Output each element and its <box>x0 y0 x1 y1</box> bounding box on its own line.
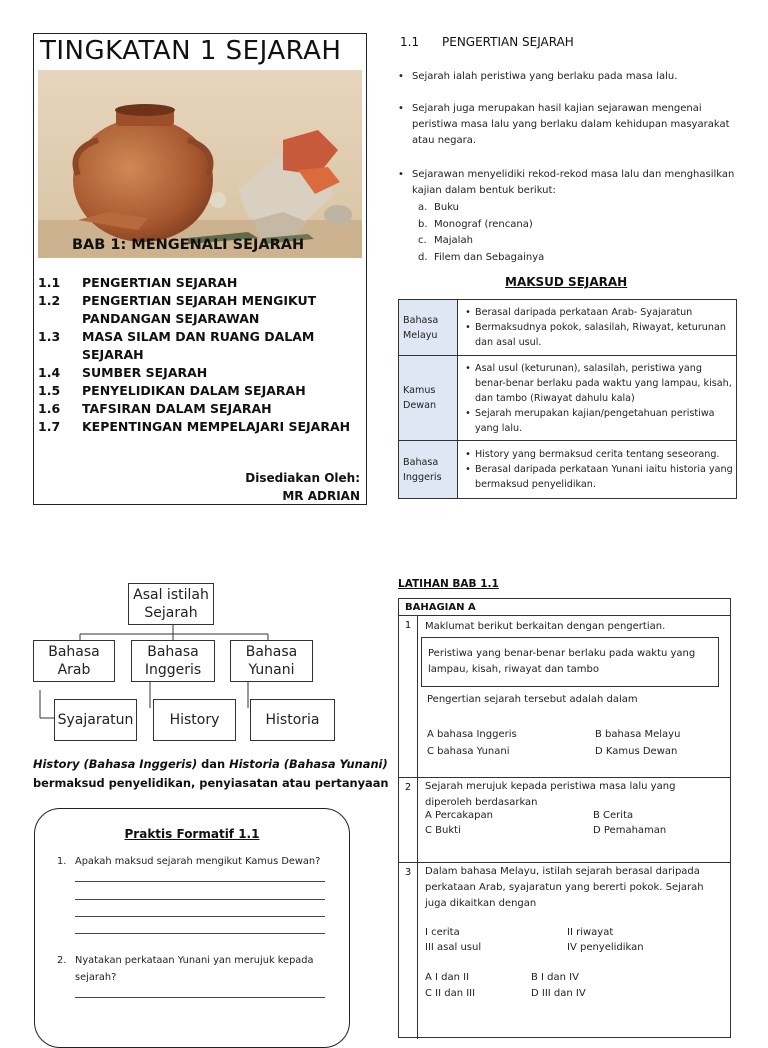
question-number: 3 <box>399 863 418 1039</box>
cover-box <box>33 33 367 505</box>
section-bullet-list <box>398 167 743 199</box>
prepared-by-name: MR ADRIAN <box>282 489 360 503</box>
chapter-title: BAB 1: MENGENALI SEJARAH <box>72 237 305 253</box>
list-item: • Sejarah ialah peristiwa yang berlaku pada masa lalu. <box>398 71 678 82</box>
toc-item: 1.5 PENYELIDIKAN DALAM SEJARAH <box>38 383 306 398</box>
options <box>427 726 727 760</box>
option-d[interactable]: D Kamus Dewan <box>595 746 678 757</box>
section-bullet-list <box>398 69 743 85</box>
table-row <box>399 300 737 356</box>
option-d[interactable]: D III dan IV <box>531 988 586 999</box>
answer-line[interactable] <box>75 997 325 998</box>
exercise-table <box>398 598 731 1038</box>
toc-item: 1.2 PENGERTIAN SEJARAH MENGIKUT PANDANGAN SEJARAWAN <box>38 293 317 326</box>
history-note-line2: bermaksud penyelidikan, penyiasatan atau pertanyaan <box>33 776 389 790</box>
option-b[interactable]: B Cerita <box>593 810 634 821</box>
list-item: • Sejarawan menyelidiki rekod-rekod masa lalu dan menghasilkan kajian dalam bentuk berikut: <box>398 169 735 196</box>
source-cell: Bahasa Melayu <box>399 300 458 356</box>
latihan-title: LATIHAN BAB 1.1 <box>398 578 499 590</box>
statement-item: III asal usul <box>425 942 482 953</box>
options <box>425 970 725 1002</box>
toc-item: 1.4 SUMBER SEJARAH <box>38 365 208 380</box>
statement-item: I cerita <box>425 927 460 938</box>
toc-item: 1.7 KEPENTINGAN MEMPELAJARI SEJARAH <box>38 419 351 434</box>
option-c[interactable]: C II dan III <box>425 988 476 999</box>
diagram-term-box: History <box>153 699 236 741</box>
options <box>425 808 725 838</box>
diagram-root-box: Asal istilah Sejarah <box>128 583 214 625</box>
diagram-language-box: Bahasa Inggeris <box>131 640 215 682</box>
forms-list <box>400 200 700 266</box>
statement-item: II riwayat <box>567 927 614 938</box>
maksud-title: MAKSUD SEJARAH <box>505 275 628 289</box>
diagram-language-box: Bahasa Yunani <box>230 640 313 682</box>
option-c[interactable]: C Bukti <box>425 825 461 836</box>
question-stem: Dalam bahasa Melayu, istilah sejarah berasal daripada perkataan Arab, syajaratun yang bererti pokok. Sejarah juga dikaitkan dengan <box>425 866 704 909</box>
answer-line[interactable] <box>75 881 325 882</box>
cover-title: TINGKATAN 1 SEJARAH <box>40 36 342 66</box>
row-divider <box>399 777 730 778</box>
praktis-question: 1. Apakah maksud sejarah mengikut Kamus Dewan? <box>57 856 321 867</box>
toc-item: 1.3 MASA SILAM DAN RUANG DALAM SEJARAH <box>38 329 315 362</box>
desc-cell: • Berasal daripada perkataan Arab- Syajaratun • Bermaksudnya pokok, salasilah, Riwayat, keturunan dan asal usul. <box>458 300 737 356</box>
list-item: d. Filem dan Sebagainya <box>418 251 545 263</box>
list-item: a. Buku <box>418 202 460 213</box>
question-stem: Maklumat berikut berkaitan dengan pengertian. <box>425 621 666 632</box>
option-c[interactable]: C bahasa Yunani <box>427 746 510 757</box>
option-b[interactable]: B bahasa Melayu <box>595 729 681 740</box>
answer-line[interactable] <box>75 899 325 900</box>
desc-cell: • History yang bermaksud cerita tentang seseorang. • Berasal daripada perkataan Yunani iaitu historia yang bermaksud penyelidikan. <box>458 441 737 499</box>
definition-table <box>398 299 737 499</box>
answer-line[interactable] <box>75 916 325 917</box>
table-row <box>399 441 737 499</box>
praktis-box <box>34 808 350 1048</box>
source-cell: Kamus Dewan <box>399 356 458 441</box>
table-row <box>399 356 737 441</box>
option-b[interactable]: B I dan IV <box>531 972 579 983</box>
prepared-by-label: Disediakan Oleh: <box>245 471 360 485</box>
diagram-language-box: Bahasa Arab <box>33 640 115 682</box>
row-divider <box>399 862 730 863</box>
section-heading: 1.1 PENGERTIAN SEJARAH <box>400 35 574 49</box>
section-bullet-list <box>398 101 738 149</box>
toc-item: 1.6 TAFSIRAN DALAM SEJARAH <box>38 401 272 416</box>
option-a[interactable]: A Percakapan <box>425 810 493 821</box>
toc-item: 1.1 PENGERTIAN SEJARAH <box>38 275 238 290</box>
list-item: c. Majalah <box>418 235 473 246</box>
list-item: • Sejarah juga merupakan hasil kajian sejarawan mengenai peristiwa masa lalu yang berlaku dalam kehidupan masyarakat atau negara. <box>398 103 730 146</box>
section-header: BAHAGIAN A <box>399 599 730 616</box>
question-number: 1 <box>399 616 418 777</box>
list-item: b. Monograf (rencana) <box>418 218 533 230</box>
desc-cell: • Asal usul (keturunan), salasilah, peristiwa yang benar-benar berlaku pada waktu yang lampau, kisah, dan tambo (Riwayat dahulu kala) • Sejarah merupakan kajian/pengetahuan peristiwa yang lalu. <box>458 356 737 441</box>
diagram-term-box: Historia <box>250 699 335 741</box>
question-stem: Sejarah merujuk kepada peristiwa masa lalu yang diperoleh berdasarkan <box>425 781 676 808</box>
info-box: Peristiwa yang benar-benar berlaku pada waktu yang lampau, kisah, riwayat dan tambo <box>421 637 719 687</box>
statement-item: IV penyelidikan <box>567 942 644 953</box>
option-d[interactable]: D Pemahaman <box>593 825 667 836</box>
option-a[interactable]: A bahasa Inggeris <box>427 729 517 740</box>
answer-line[interactable] <box>75 933 325 934</box>
option-a[interactable]: A I dan II <box>425 972 470 983</box>
praktis-question: 2. Nyatakan perkataan Yunani yan merujuk kepada sejarah? <box>57 955 314 983</box>
table-of-contents <box>38 274 362 436</box>
source-cell: Bahasa Inggeris <box>399 441 458 499</box>
question-text: Pengertian sejarah tersebut adalah dalam <box>427 694 638 705</box>
artifact-image <box>38 70 362 258</box>
praktis-title: Praktis Formatif 1.1 <box>124 827 260 841</box>
history-note-line1: History (Bahasa Inggeris) dan Historia (Bahasa Yunani) <box>33 757 388 771</box>
question-number: 2 <box>399 778 418 862</box>
statement-items <box>425 925 725 955</box>
diagram-term-box: Syajaratun <box>54 699 137 741</box>
